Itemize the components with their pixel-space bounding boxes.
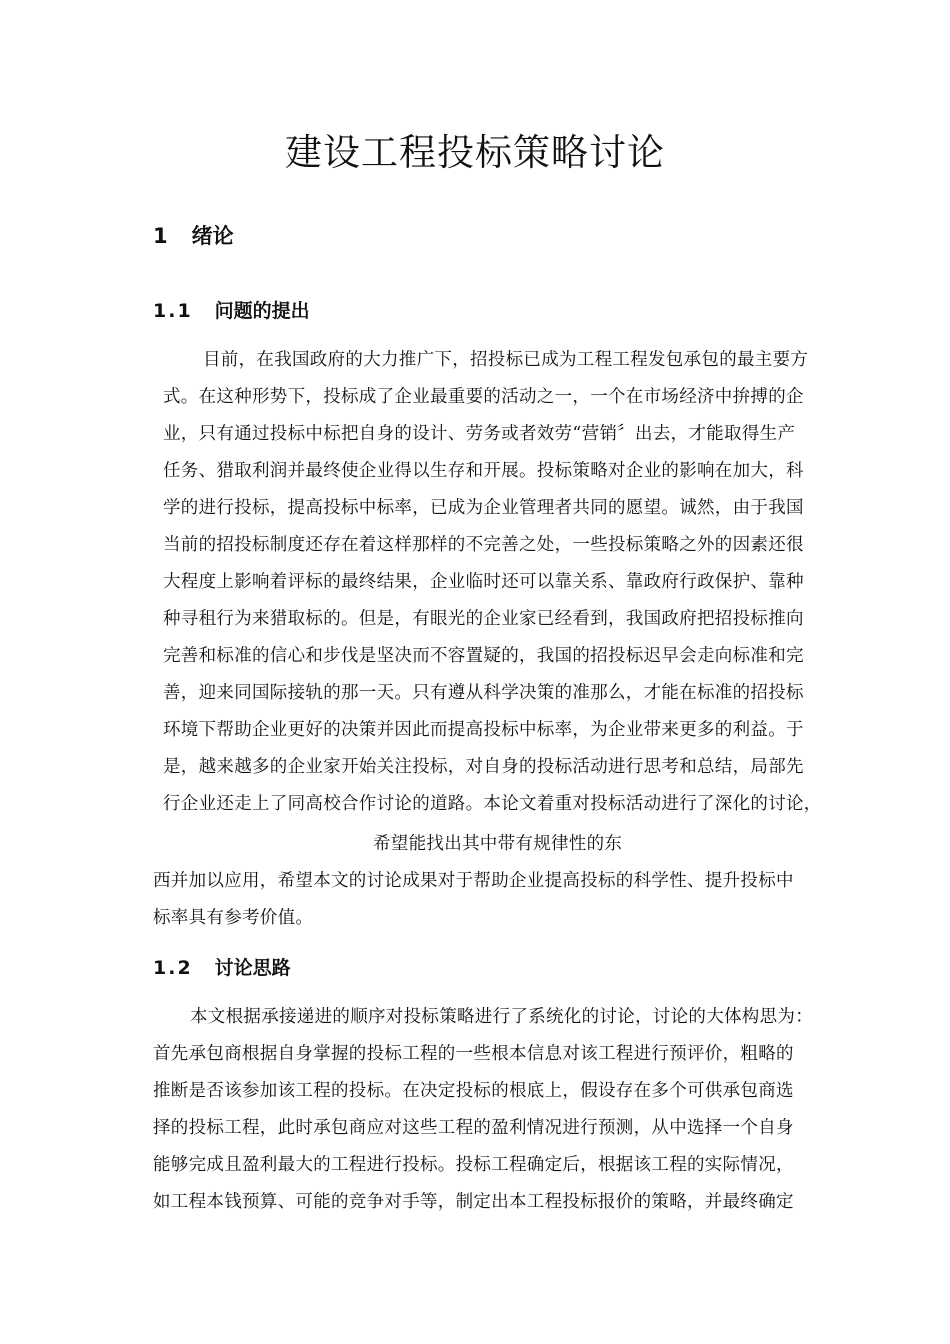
paragraph-line: 能够完成且盈利最大的工程进行投标。投标工程确定后，根据该工程的实际情况，: [153, 1155, 794, 1175]
paragraph-line: 任务、猎取利润并最终使企业得以生存和开展。投标策略对企业的影响在加大，科: [163, 461, 804, 481]
paragraph-line: 当前的招投标制度还存在着这样那样的不完善之处，一些投标策略之外的因素还很: [163, 535, 804, 555]
paragraph-line: 是，越来越多的企业家开始关注投标，对自身的投标活动进行思考和总结，局部先: [163, 757, 804, 777]
section-1-1-title: 问题的提出: [214, 300, 310, 322]
paragraph-line: 种寻租行为来猎取标的。但是，有眼光的企业家已经看到，我国政府把招投标推向: [163, 609, 804, 629]
paragraph-line: 学的进行投标，提高投标中标率，已成为企业管理者共同的愿望。诚然，由于我国: [163, 498, 804, 518]
paragraph-line: 本文根据承接递进的顺序对投标策略进行了系统化的讨论，讨论的大体构思为：: [190, 1007, 813, 1027]
section-1-title: 绪论: [191, 224, 234, 248]
document-title: 建设工程投标策略讨论: [285, 131, 665, 174]
paragraph-line: 西并加以应用，希望本文的讨论成果对于帮助企业提高投标的科学性、提升投标中: [153, 871, 794, 891]
paragraph-line: 式。在这种形势下，投标成了企业最重要的活动之一，一个在市场经济中拚搏的企: [163, 387, 804, 407]
section-1-2-number: 1.2: [153, 957, 193, 979]
paragraph-line: 业，只有通过投标中标把自身的设计、劳务或者效劳“营销〞出去，才能取得生产: [163, 424, 796, 444]
paragraph-line: 如工程本钱预算、可能的竞争对手等，制定出本工程投标报价的策略，并最终确定: [153, 1192, 794, 1212]
paragraph-line: 首先承包商根据自身掌握的投标工程的一些根本信息对该工程进行预评价，粗略的: [153, 1044, 794, 1064]
paragraph-line: 希望能找出其中带有规律性的东: [373, 834, 623, 854]
paragraph-line: 大程度上影响着评标的最终结果，企业临时还可以靠关系、靠政府行政保护、靠种: [163, 572, 804, 592]
paragraph-line: 完善和标准的信心和步伐是坚决而不容置疑的，我国的招投标迟早会走向标准和完: [163, 646, 804, 666]
section-1-number: 1: [153, 224, 170, 248]
section-1-1-number: 1.1: [153, 300, 193, 322]
paragraph-line: 环境下帮助企业更好的决策并因此而提高投标中标率，为企业带来更多的利益。于: [163, 720, 804, 740]
paragraph-line: 择的投标工程，此时承包商应对这些工程的盈利情况进行预测，从中选择一个自身: [153, 1118, 794, 1138]
section-1-2-title: 讨论思路: [214, 957, 291, 979]
paragraph-line: 目前，在我国政府的大力推广下，招投标已成为工程工程发包承包的最主要方: [203, 350, 809, 370]
paragraph-line: 行企业还走上了同高校合作讨论的道路。本论文着重对投标活动进行了深化的讨论，: [163, 794, 822, 814]
section-1-2-heading: [153, 954, 291, 982]
paragraph-line: 善，迎来同国际接轨的那一天。只有遵从科学决策的准那么，才能在标准的招投标: [163, 683, 804, 703]
paragraph-line: 推断是否该参加该工程的投标。在决定投标的根底上，假设存在多个可供承包商选: [153, 1081, 794, 1101]
section-1-1-heading: [153, 297, 310, 325]
paragraph-line: 标率具有参考价值。: [153, 908, 314, 928]
section-1-heading: [153, 221, 234, 251]
